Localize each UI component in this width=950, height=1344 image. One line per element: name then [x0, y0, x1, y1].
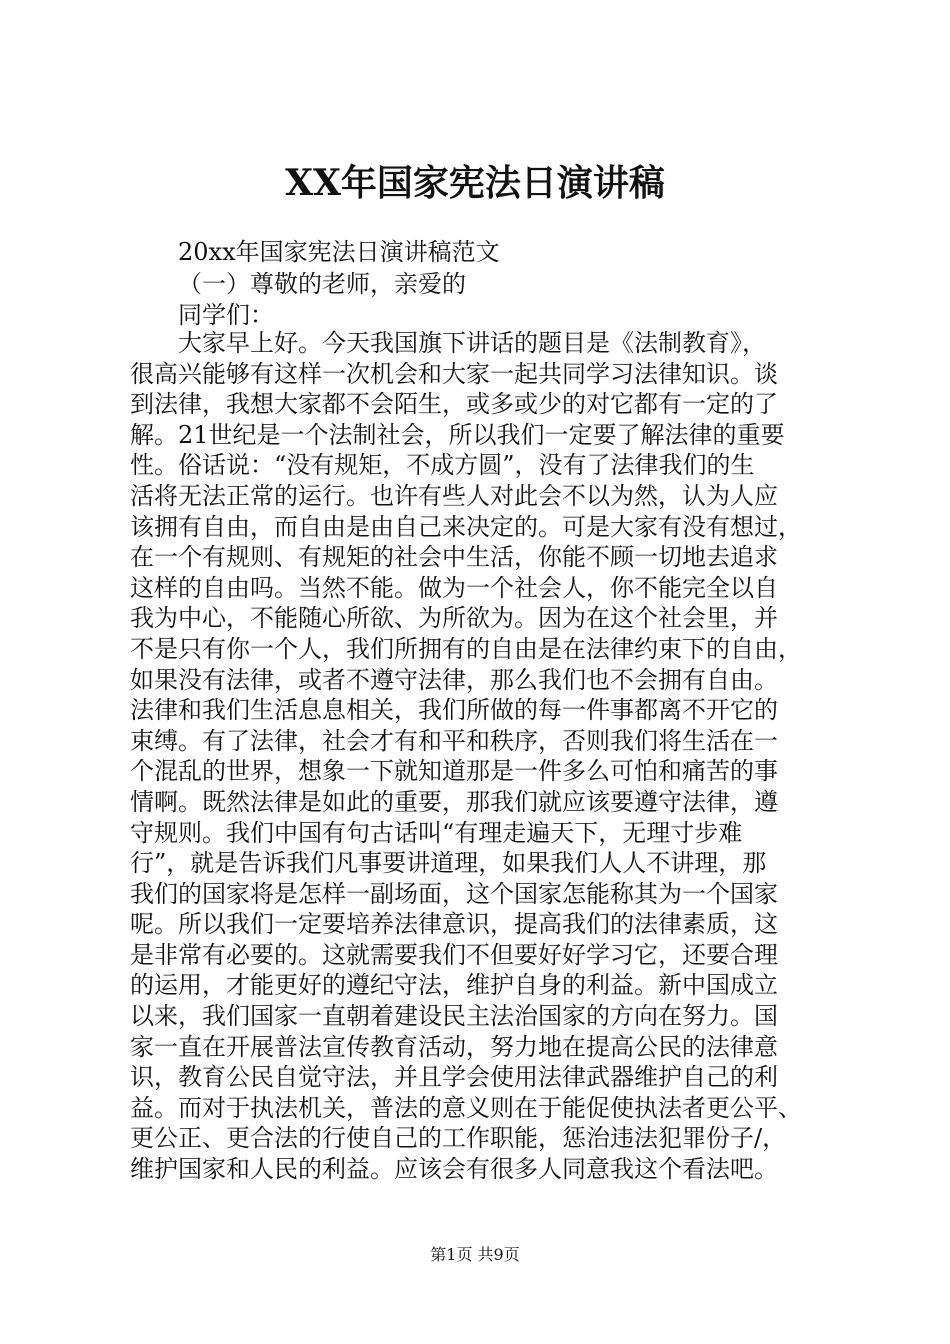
body-line: 束缚。有了法律，社会才有和平和秩序，否则我们将生活在一: [130, 726, 778, 755]
body-line: 呢。所以我们一定要培养法律意识，提高我们的法律素质，这: [130, 910, 778, 939]
body-line: 活将无法正常的运行。也许有些人对此会不以为然，认为人应: [130, 481, 778, 510]
body-line: 法律和我们生活息息相关，我们所做的每一件事都离不开它的: [130, 696, 778, 725]
body-line: 守规则。我们中国有句古话叫“有理走遍天下，无理寸步难: [130, 818, 743, 847]
body-line: 的运用，才能更好的遵纪守法，维护自身的利益。新中国成立: [130, 971, 778, 1000]
body-line: 情啊。既然法律是如此的重要，那我们就应该要遵守法律，遵: [130, 787, 778, 816]
body-line: 益。而对于执法机关，普法的意义则在于能促使执法者更公平、: [130, 1093, 802, 1122]
page-footer: 第1页 共9页: [430, 1245, 520, 1264]
body-line: 解。21世纪是一个法制社会，所以我们一定要了解法律的重要: [130, 420, 785, 449]
body-line: 以来，我们国家一直朝着建设民主法治国家的方向在努力。国: [130, 1002, 778, 1031]
body-line: 大家早上好。今天我国旗下讲话的题目是《法制教育》，: [178, 329, 766, 357]
body-line: 更公正、更合法的行使自己的工作职能，惩治违法犯罪份子/，: [130, 1124, 787, 1153]
document-subtitle: 20xx年国家宪法日演讲稿范文: [178, 238, 500, 266]
body-line: 家一直在开展普法宣传教育活动，努力地在提高公民的法律意: [130, 1032, 778, 1061]
body-line: 该拥有自由，而自由是由自己来决定的。可是大家有没有想过，: [130, 512, 802, 541]
body-line: 个混乱的世界，想象一下就知道那是一件多么可怕和痛苦的事: [130, 757, 778, 786]
document-title: XX年国家宪法日演讲稿: [285, 162, 665, 204]
body-line: 在一个有规则、有规矩的社会中生活，你能不顾一切地去追求: [130, 543, 778, 572]
body-line: 不是只有你一个人，我们所拥有的自由是在法律约束下的自由，: [130, 634, 802, 663]
body-line: 识，教育公民自觉守法，并且学会使用法律武器维护自己的利: [130, 1063, 778, 1092]
body-line: 如果没有法律，或者不遵守法律，那么我们也不会拥有自由。: [130, 665, 778, 694]
body-line: 很高兴能够有这样一次机会和大家一起共同学习法律知识。谈: [130, 359, 778, 388]
body-line: 行”，就是告诉我们凡事要讲道理，如果我们人人不讲理，那: [130, 849, 767, 878]
body-line: 是非常有必要的。这就需要我们不但要好好学习它，还要合理: [130, 940, 778, 969]
body-line: 我们的国家将是怎样一副场面，这个国家怎能称其为一个国家: [130, 879, 778, 908]
greeting-line-1: （一）尊敬的老师，亲爱的: [178, 270, 466, 298]
body-line: 维护国家和人民的利益。应该会有很多人同意我这个看法吧。: [130, 1155, 778, 1184]
body-line: 我为中心，不能随心所欲、为所欲为。因为在这个社会里，并: [130, 604, 778, 633]
body-line: 性。俗话说：“没有规矩，不成方圆”，没有了法律我们的生: [130, 451, 755, 480]
body-line: 这样的自由吗。当然不能。做为一个社会人，你不能完全以自: [130, 573, 778, 602]
greeting-line-2: 同学们：: [178, 301, 274, 329]
body-paragraph: [130, 328, 830, 1185]
body-line: 到法律，我想大家都不会陌生，或多或少的对它都有一定的了: [130, 390, 778, 419]
